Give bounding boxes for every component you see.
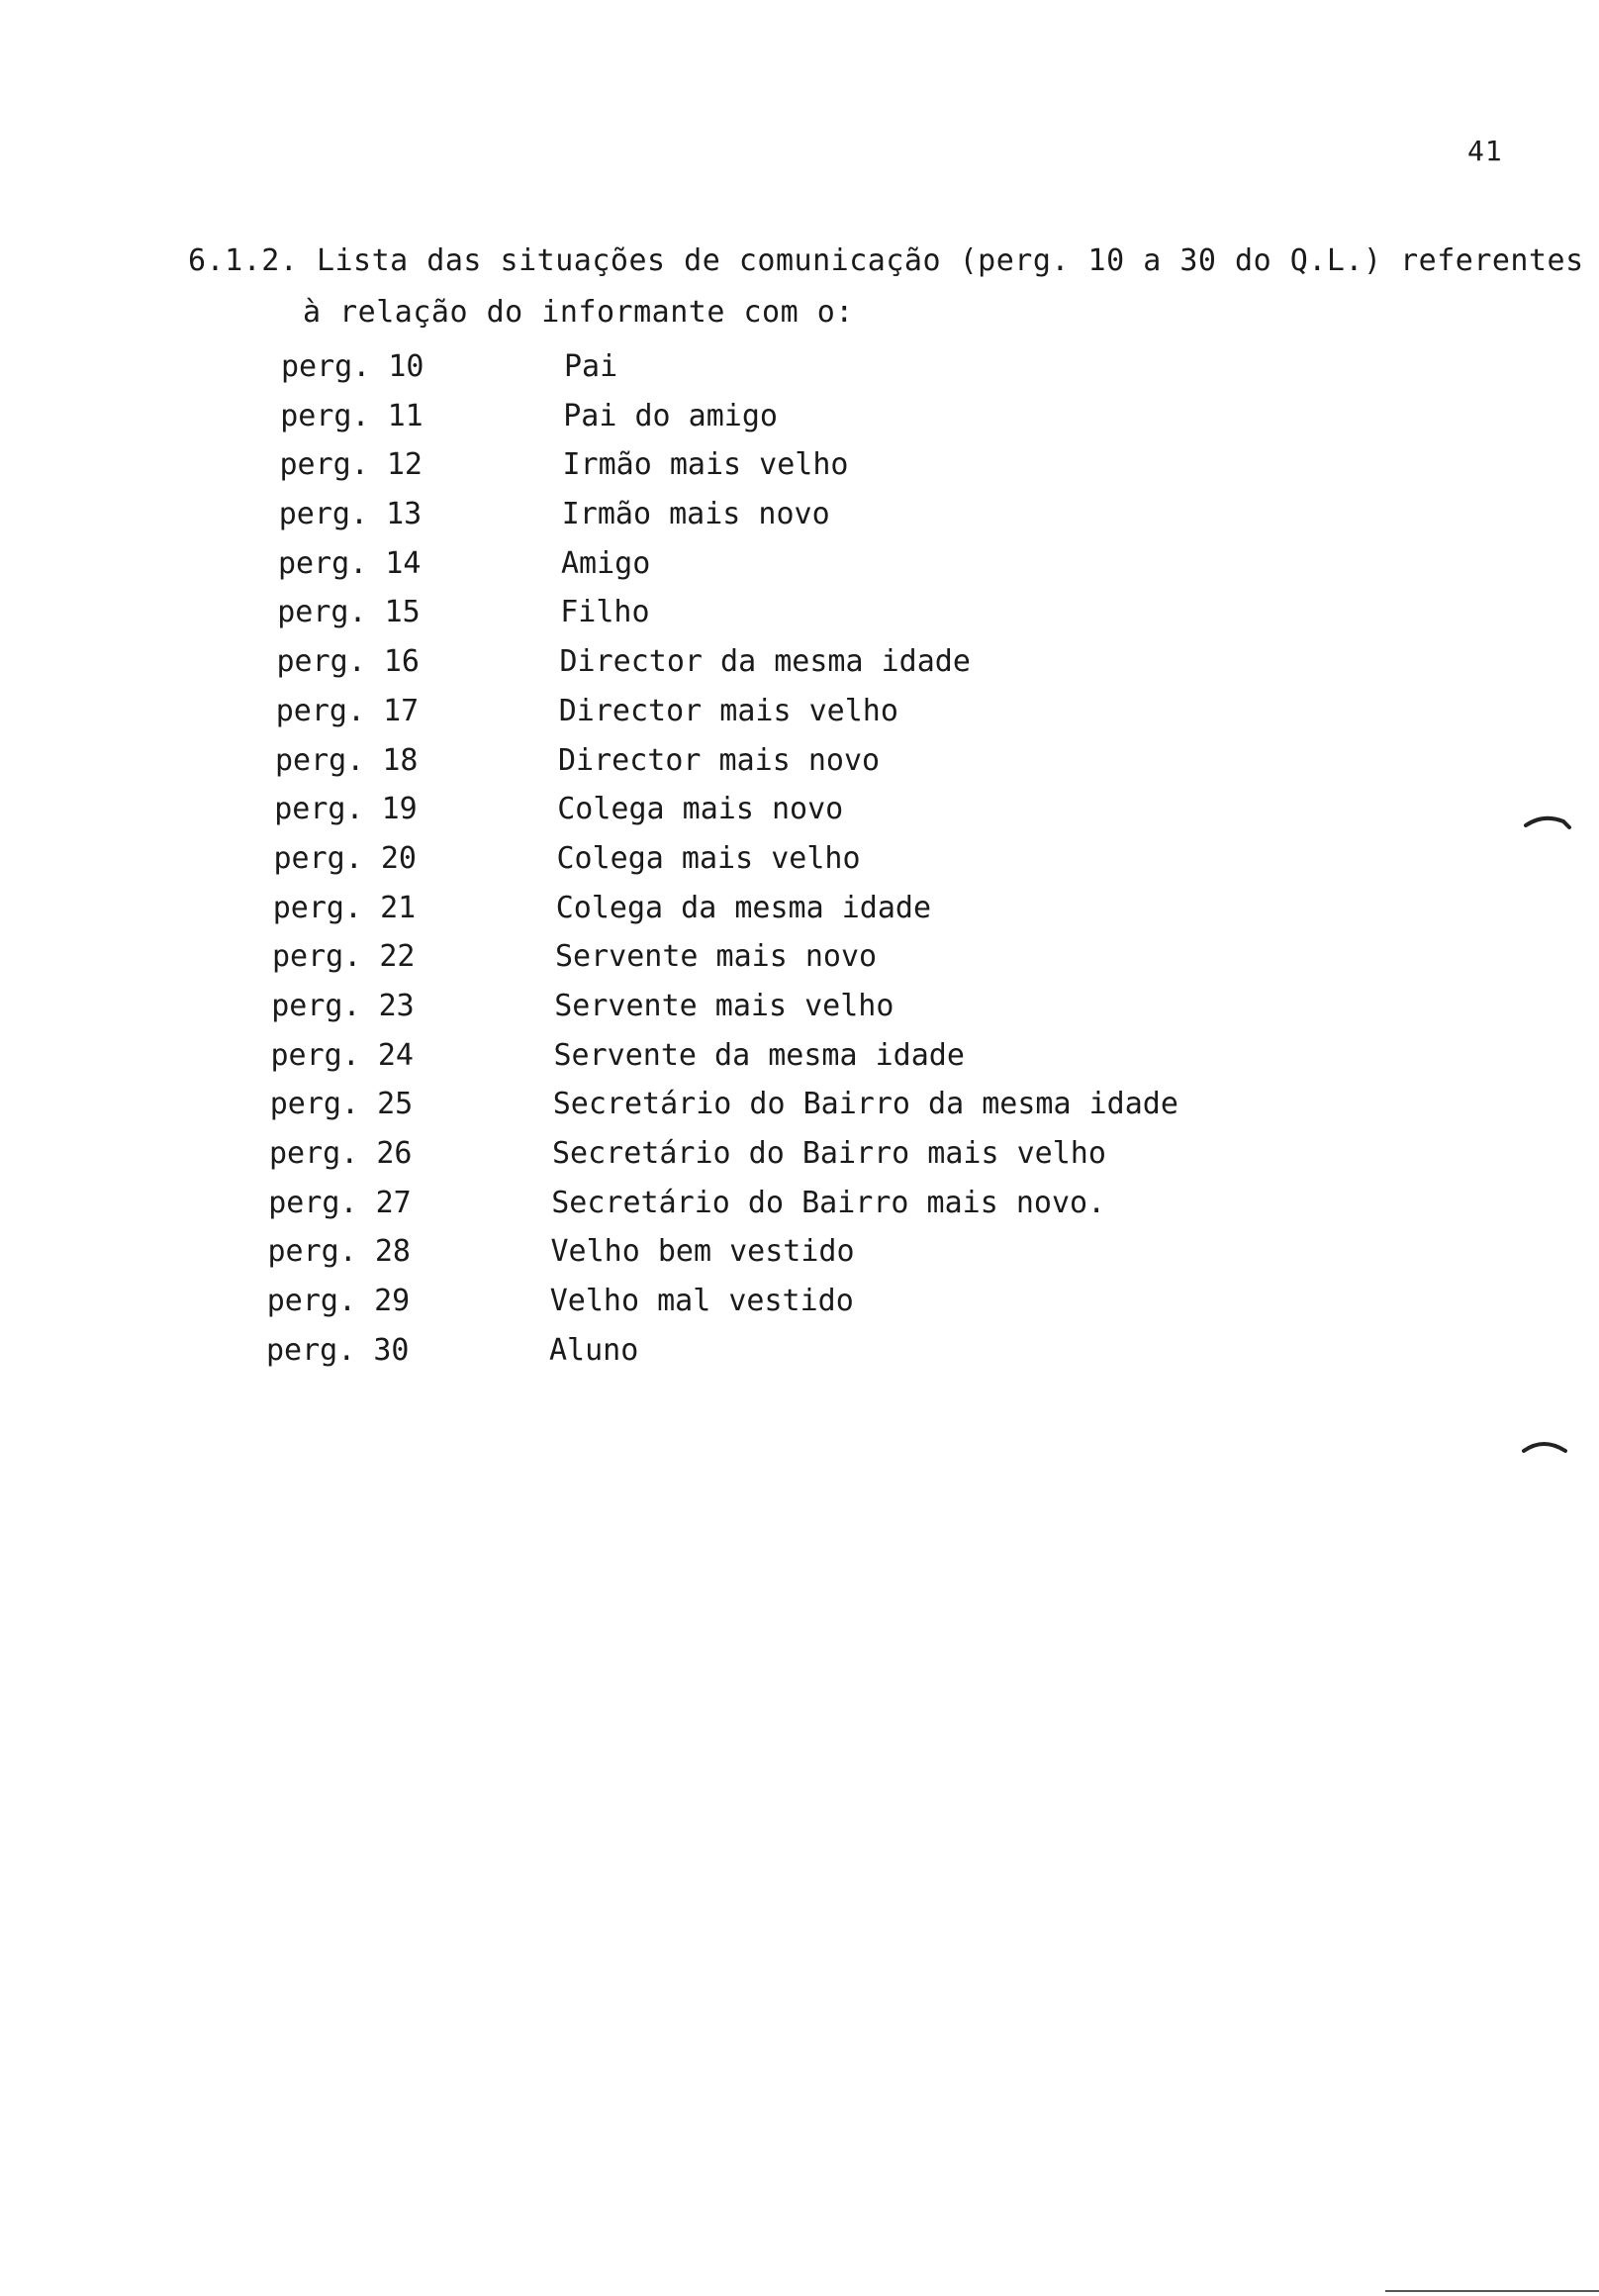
question-number: perg. 21: [272, 890, 417, 925]
question-number: perg. 30: [266, 1332, 410, 1368]
relation-label: Velho mal vestido: [549, 1284, 854, 1319]
question-number: perg. 15: [277, 595, 421, 630]
question-number: perg. 16: [276, 644, 420, 680]
relation-label: Servente mais novo: [555, 939, 878, 975]
list-item: [271, 982, 1270, 1031]
relation-label: Secretário do Bairro da mesma idade: [552, 1087, 1178, 1122]
heading-line-1: [188, 236, 1584, 287]
list-item: [268, 1227, 1271, 1277]
list-item: [271, 1031, 1271, 1081]
relation-label: Colega mais novo: [557, 792, 844, 827]
list-item: [280, 392, 1270, 441]
heading-line-2: à relação do informante com o:: [303, 295, 854, 330]
question-number: perg. 28: [267, 1234, 411, 1270]
relation-label: Director mais velho: [558, 693, 898, 728]
list-item: [277, 637, 1271, 687]
list-item: [266, 1326, 1270, 1376]
list-item: [275, 736, 1270, 786]
question-number: perg. 24: [270, 1037, 414, 1073]
relation-label: Colega da mesma idade: [555, 890, 932, 925]
relation-label: Director da mesma idade: [559, 644, 971, 680]
question-list: [266, 342, 1270, 1375]
relation-label: Servente mais velho: [554, 988, 894, 1023]
list-item: [273, 884, 1270, 933]
relation-label: Colega mais velho: [556, 840, 861, 876]
question-number: perg. 12: [279, 447, 423, 483]
list-item: [272, 932, 1270, 982]
scan-mark-icon: [1522, 1437, 1571, 1455]
question-number: perg. 10: [281, 349, 424, 384]
list-item: [279, 490, 1270, 539]
relation-label: Director mais novo: [558, 742, 881, 778]
question-number: perg. 23: [271, 988, 415, 1023]
question-number: perg. 27: [268, 1185, 412, 1220]
section-heading: [188, 236, 1584, 338]
section-number: 6.1.2.: [188, 243, 299, 278]
list-item: [281, 342, 1270, 392]
list-item: [274, 785, 1270, 834]
relation-label: Pai do amigo: [563, 398, 778, 433]
heading-text-1: Lista das situações de comunicação (perg. 10 a 30 do Q.L.) referentes: [316, 243, 1584, 278]
question-number: perg. 25: [269, 1087, 414, 1122]
page-number: 41: [1467, 135, 1503, 167]
relation-label: Secretário do Bairro mais novo.: [551, 1185, 1106, 1220]
list-item: [268, 1179, 1270, 1228]
list-item: [280, 440, 1271, 490]
list-item: [269, 1129, 1270, 1179]
question-number: perg. 11: [280, 398, 423, 433]
question-number: perg. 18: [275, 742, 419, 778]
question-number: perg. 19: [274, 792, 418, 827]
question-number: perg. 22: [272, 939, 416, 975]
relation-label: Irmão mais velho: [562, 447, 849, 483]
question-number: perg. 13: [278, 497, 423, 532]
relation-label: Velho bem vestido: [550, 1234, 855, 1270]
relation-label: Secretário do Bairro mais velho: [552, 1136, 1106, 1171]
question-number: perg. 26: [269, 1136, 413, 1171]
list-item: [278, 539, 1270, 589]
relation-label: Irmão mais novo: [561, 497, 830, 532]
list-item: [274, 834, 1271, 884]
scan-mark-icon: [1524, 813, 1573, 831]
list-item: [276, 687, 1270, 736]
page-edge-line: [1385, 2290, 1599, 2292]
list-item: [270, 1080, 1270, 1129]
relation-label: Pai: [564, 349, 618, 384]
question-number: perg. 20: [273, 840, 417, 876]
relation-label: Servente da mesma idade: [553, 1037, 965, 1073]
relation-label: Aluno: [549, 1332, 639, 1368]
question-number: perg. 29: [266, 1284, 411, 1319]
relation-label: Filho: [560, 595, 650, 630]
relation-label: Amigo: [561, 545, 651, 581]
question-number: perg. 14: [278, 545, 422, 581]
list-item: [267, 1277, 1270, 1326]
question-number: perg. 17: [275, 693, 420, 728]
list-item: [277, 588, 1270, 637]
